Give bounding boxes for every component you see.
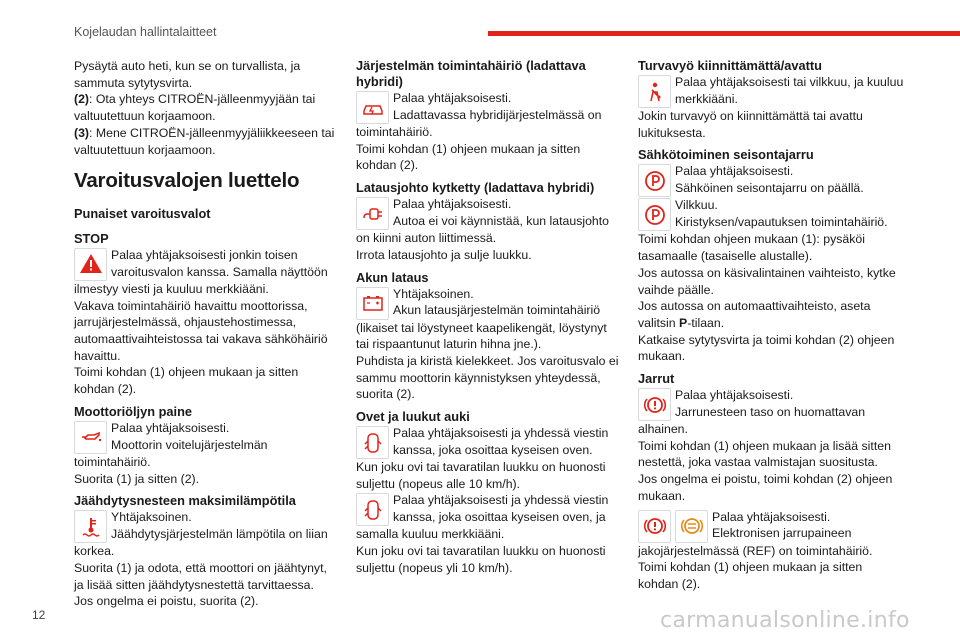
stop-title: STOP xyxy=(74,230,109,246)
parking-brake-item-on: Palaa yhtäjaksoisesti. Sähköinen seisontajarru on päällä. xyxy=(638,163,904,197)
page-number: 12 xyxy=(32,608,46,622)
brakes-item-ref: Palaa yhtäjaksoisesti. Elektronisen jarrupaineen jakojärjestelmässä (REF) on toimintahäiriö. Toimi kohdan (1) ohjeen mukaan ja sitten kohdan (2). xyxy=(638,509,873,591)
column-left xyxy=(74,58,336,610)
door-open-icon xyxy=(356,426,389,459)
watermark: carmanualsonline.info xyxy=(660,608,910,633)
charging-cable-icon xyxy=(356,197,389,230)
door-open-icon xyxy=(356,493,389,526)
charging-cable-item: Palaa yhtäjaksoisesti. Autoa ei voi käynnistää, kun latausjohto on kiinni auton liittimessä. Irrota latausjohto ja sulje luukku. xyxy=(356,197,610,262)
brake-icon xyxy=(638,388,671,421)
seatbelt-title: Turvavyö kiinnittämättä/avattu xyxy=(638,58,822,73)
oil-pressure-item: Palaa yhtäjaksoisesti. Moottorin voitelujärjestelmän toimintahäiriö. Suorita (1) ja sitten (2). xyxy=(74,420,268,486)
brake-icon xyxy=(638,510,671,543)
intro-text-3: (3): Mene CITROËN-jälleenmyyjäliikkeeseen tai valtuutettuun korjaamoon. xyxy=(74,125,335,157)
parking-brake-title: Sähkötoiminen seisontajarru xyxy=(638,147,814,163)
column-right xyxy=(638,58,904,593)
hybrid-system-title: Järjestelmän toimintahäiriö (ladattava hybridi) xyxy=(356,58,586,89)
battery-item: Yhtäjaksoinen. Akun latausjärjestelmän toimintahäiriö (likaiset tai löystyneet kaapelikengät, löystynyt tai rispaantunut laturin hihna jne.). Puhdista ja kiristä kielekkeet. Jos varoitusvalo ei sammu moottorin käynnistyksen yhteydessä, suorita (2). xyxy=(356,286,619,402)
warning-triangle-icon xyxy=(74,248,107,281)
seatbelt-item: Palaa yhtäjaksoisesti tai vilkkuu, ja kuuluu merkkiääni. Jokin turvavyö on kiinnittämättä tai avattu lukituksesta. xyxy=(638,75,904,140)
brakes-item-fluid: Palaa yhtäjaksoisesti. Jarrunesteen taso on huomattavan alhainen. Toimi kohdan (1) ohjeen mukaan ja lisää sitten nestettä, joka vastaa valmistajan suositusta. Jos ongelma ei poistu, toimi kohdan (2) ohjeen mukaan. xyxy=(638,388,893,503)
intro-text-1: Pysäytä auto heti, kun se on turvallista, ja sammuta sytytysvirta. xyxy=(74,59,301,90)
coolant-title: Jäähdytysnesteen maksimilämpötila xyxy=(74,493,296,509)
section-heading: Varoitusvalojen luettelo xyxy=(74,169,300,193)
oil-pressure-title: Moottoriöljyn paine xyxy=(74,403,193,419)
charging-cable-title: Latausjohto kytketty (ladattava hybridi) xyxy=(356,180,595,196)
stop-warning-item: Palaa yhtäjaksoisesti jonkin toisen varoitusvalon kanssa. Samalla näyttöön ilmestyy viesti ja kuuluu merkkiääni. Vakava toimintahäiriö havaittu moottorissa, jarrujärjestelmässä, ohjaustehostimessa, automaattivaihteistossa tai vakava sähköhäiriö havaittu. Toimi kohdan (1) ohjeen mukaan ja sitten kohdan (2). xyxy=(74,247,328,397)
coolant-temp-icon xyxy=(74,510,107,543)
hybrid-system-icon xyxy=(356,91,389,124)
hybrid-system-item: Palaa yhtäjaksoisesti. Ladattavassa hybridijärjestelmässä on toimintahäiriö. Toimi kohdan (1) ohjeen mukaan ja sitten kohdan (2). xyxy=(356,91,602,173)
brakes-title: Jarrut xyxy=(638,371,675,387)
intro-text-2: (2): Ota yhteys CITROËN-jälleenmyyjään tai valtuutettuun korjaamoon. xyxy=(74,92,316,124)
battery-title: Akun lataus xyxy=(356,269,429,285)
column-middle xyxy=(356,58,622,577)
oil-pressure-icon xyxy=(74,421,107,454)
header-accent-bar xyxy=(488,31,960,36)
subheading-red-lights: Punaiset varoitusvalot xyxy=(74,206,211,222)
parking-brake-icon xyxy=(638,164,671,197)
parking-brake-icon xyxy=(638,198,671,231)
doors-open-item-high-speed: Palaa yhtäjaksoisesti ja yhdessä viestin kanssa, joka osoittaa kyseisen oven, ja samalla kuuluu merkkiääni. Kun joku ovi tai tavaratilan luukku on huonosti suljettu (nopeus yli 10 km/h). xyxy=(356,493,609,575)
ref-brake-icon xyxy=(675,510,708,543)
parking-brake-item-fault: Vilkkuu. Kiristyksen/vapautuksen toimintahäiriö. Toimi kohdan ohjeen mukaan (1): pysäköi tasamaalle (tasaiselle alustalle). Jos autossa on käsivalintainen vaihteisto, kytke vaihde päälle. Jos autossa on automaattivaihteisto, aseta valitsin P-tilaan. Katkaise sytytysvirta ja toimi kohdan (2) ohjeen mukaan. xyxy=(638,198,896,364)
doors-open-item-low-speed: Palaa yhtäjaksoisesti ja yhdessä viestin kanssa, joka osoittaa kyseisen oven. Kun joku ovi tai tavaratilan luukku on huonosti suljettu (nopeus alle 10 km/h). xyxy=(356,426,609,491)
seatbelt-icon xyxy=(638,75,671,108)
coolant-item: Yhtäjaksoinen. Jäähdytysjärjestelmän lämpötila on liian korkea. Suorita (1) ja odota, että moottori on jäähtynyt, ja lisää sitten jäähdytysnestettä tarvittaessa. Jos ongelma ei poistu, suorita (2). xyxy=(74,510,328,609)
header-section-title: Kojelaudan hallintalaitteet xyxy=(74,25,217,39)
battery-icon xyxy=(356,287,389,320)
doors-open-title: Ovet ja luukut auki xyxy=(356,409,470,425)
